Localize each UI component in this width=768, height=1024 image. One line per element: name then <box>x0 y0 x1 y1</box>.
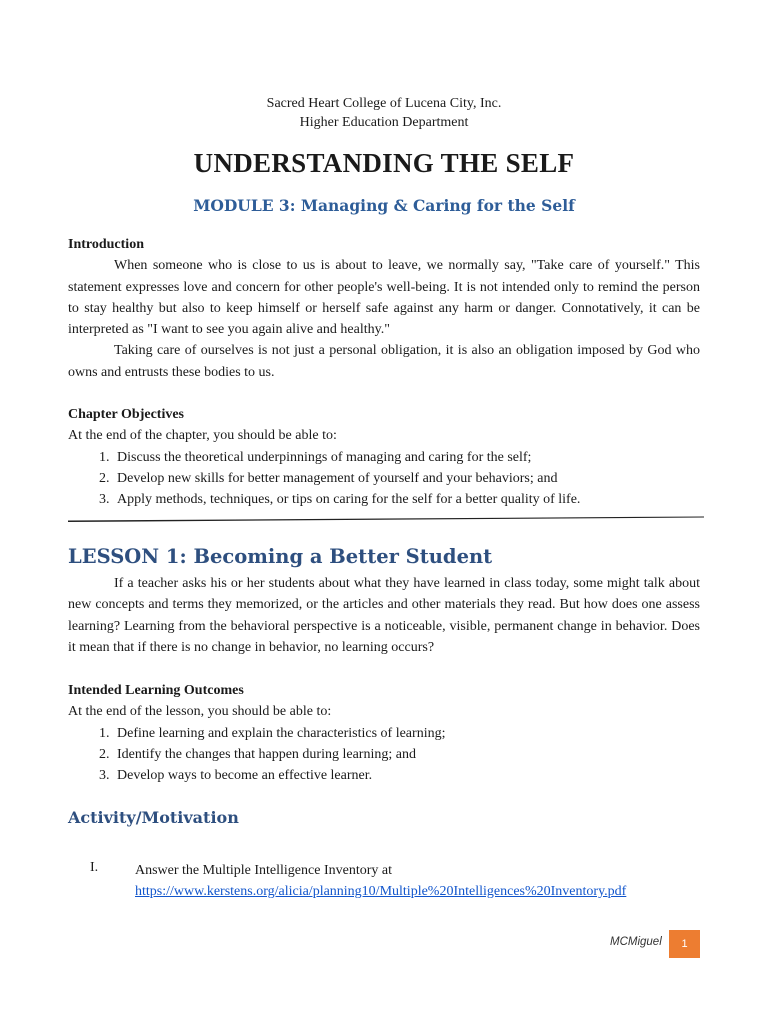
learning-outcomes-section <box>68 680 700 786</box>
inventory-link[interactable]: https://www.kerstens.org/alicia/planning10/Multiple%20Intelligences%20Inventory.pdf <box>135 884 627 899</box>
school-name: Sacred Heart College of Lucena City, Inc. <box>266 96 502 111</box>
lesson-section <box>68 573 700 658</box>
department-name: Higher Education Department <box>299 115 469 130</box>
introduction-section <box>68 234 700 383</box>
footer-author: MCMiguel <box>610 936 662 948</box>
list-item: 1. Discuss the theoretical underpinnings of managing and caring for the self; <box>113 447 700 468</box>
introduction-paragraph-1: When someone who is close to us is about to leave, we normally say, "Take care of yourself." This statement expresses love and concern for other people's well-being. It is not intended only to remind the person to stay healthy but also to keep himself or herself safe against any harm or danger. Connotatively, it can be interpreted as "I want to see you again alive and healthy." <box>68 258 700 338</box>
chapter-objectives-heading: Chapter Objectives <box>68 407 184 422</box>
chapter-objectives-list <box>68 447 700 511</box>
activity-item <box>135 860 626 902</box>
list-item: 1. Define learning and explain the characteristics of learning; <box>113 723 700 744</box>
document-title: UNDERSTANDING THE SELF <box>193 148 575 178</box>
learning-outcomes-heading: Intended Learning Outcomes <box>68 683 244 698</box>
activity-text: Answer the Multiple Intelligence Inventory at <box>135 863 392 878</box>
chapter-objectives-lead: At the end of the chapter, you should be able to: <box>68 428 337 444</box>
list-item: 2. Identify the changes that happen during learning; and <box>113 744 700 765</box>
lesson-paragraph: If a teacher asks his or her students about what they have learned in class today, some might talk about new concepts and terms they memorized, or the articles and other materials they read. But how does one assess learning? Learning from the behavioral perspective is a noticeable, visible, permanent change in behavior. Does it mean that if there is no change in behavior, no learning occurs? <box>68 576 700 655</box>
learning-outcomes-lead: At the end of the lesson, you should be able to: <box>68 704 332 720</box>
page-number-badge: 1 <box>669 930 700 958</box>
activity-heading: Activity/Motivation <box>68 808 239 827</box>
lesson-title: LESSON 1: Becoming a Better Student <box>68 545 493 568</box>
list-item: 3. Apply methods, techniques, or tips on caring for the self for a better quality of life. <box>113 489 700 510</box>
learning-outcomes-list <box>68 723 700 787</box>
activity-numeral: I. <box>90 860 99 875</box>
section-divider <box>68 516 704 522</box>
list-item: 2. Develop new skills for better management of yourself and your behaviors; and <box>113 468 700 489</box>
introduction-paragraph-2: Taking care of ourselves is not just a personal obligation, it is also an obligation imposed by God who owns and entrusts these bodies to us. <box>68 343 700 380</box>
chapter-objectives-section <box>68 404 700 510</box>
introduction-heading: Introduction <box>68 237 144 252</box>
module-title: MODULE 3: Managing & Caring for the Self <box>193 196 575 215</box>
list-item: 3. Develop ways to become an effective learner. <box>113 765 700 786</box>
